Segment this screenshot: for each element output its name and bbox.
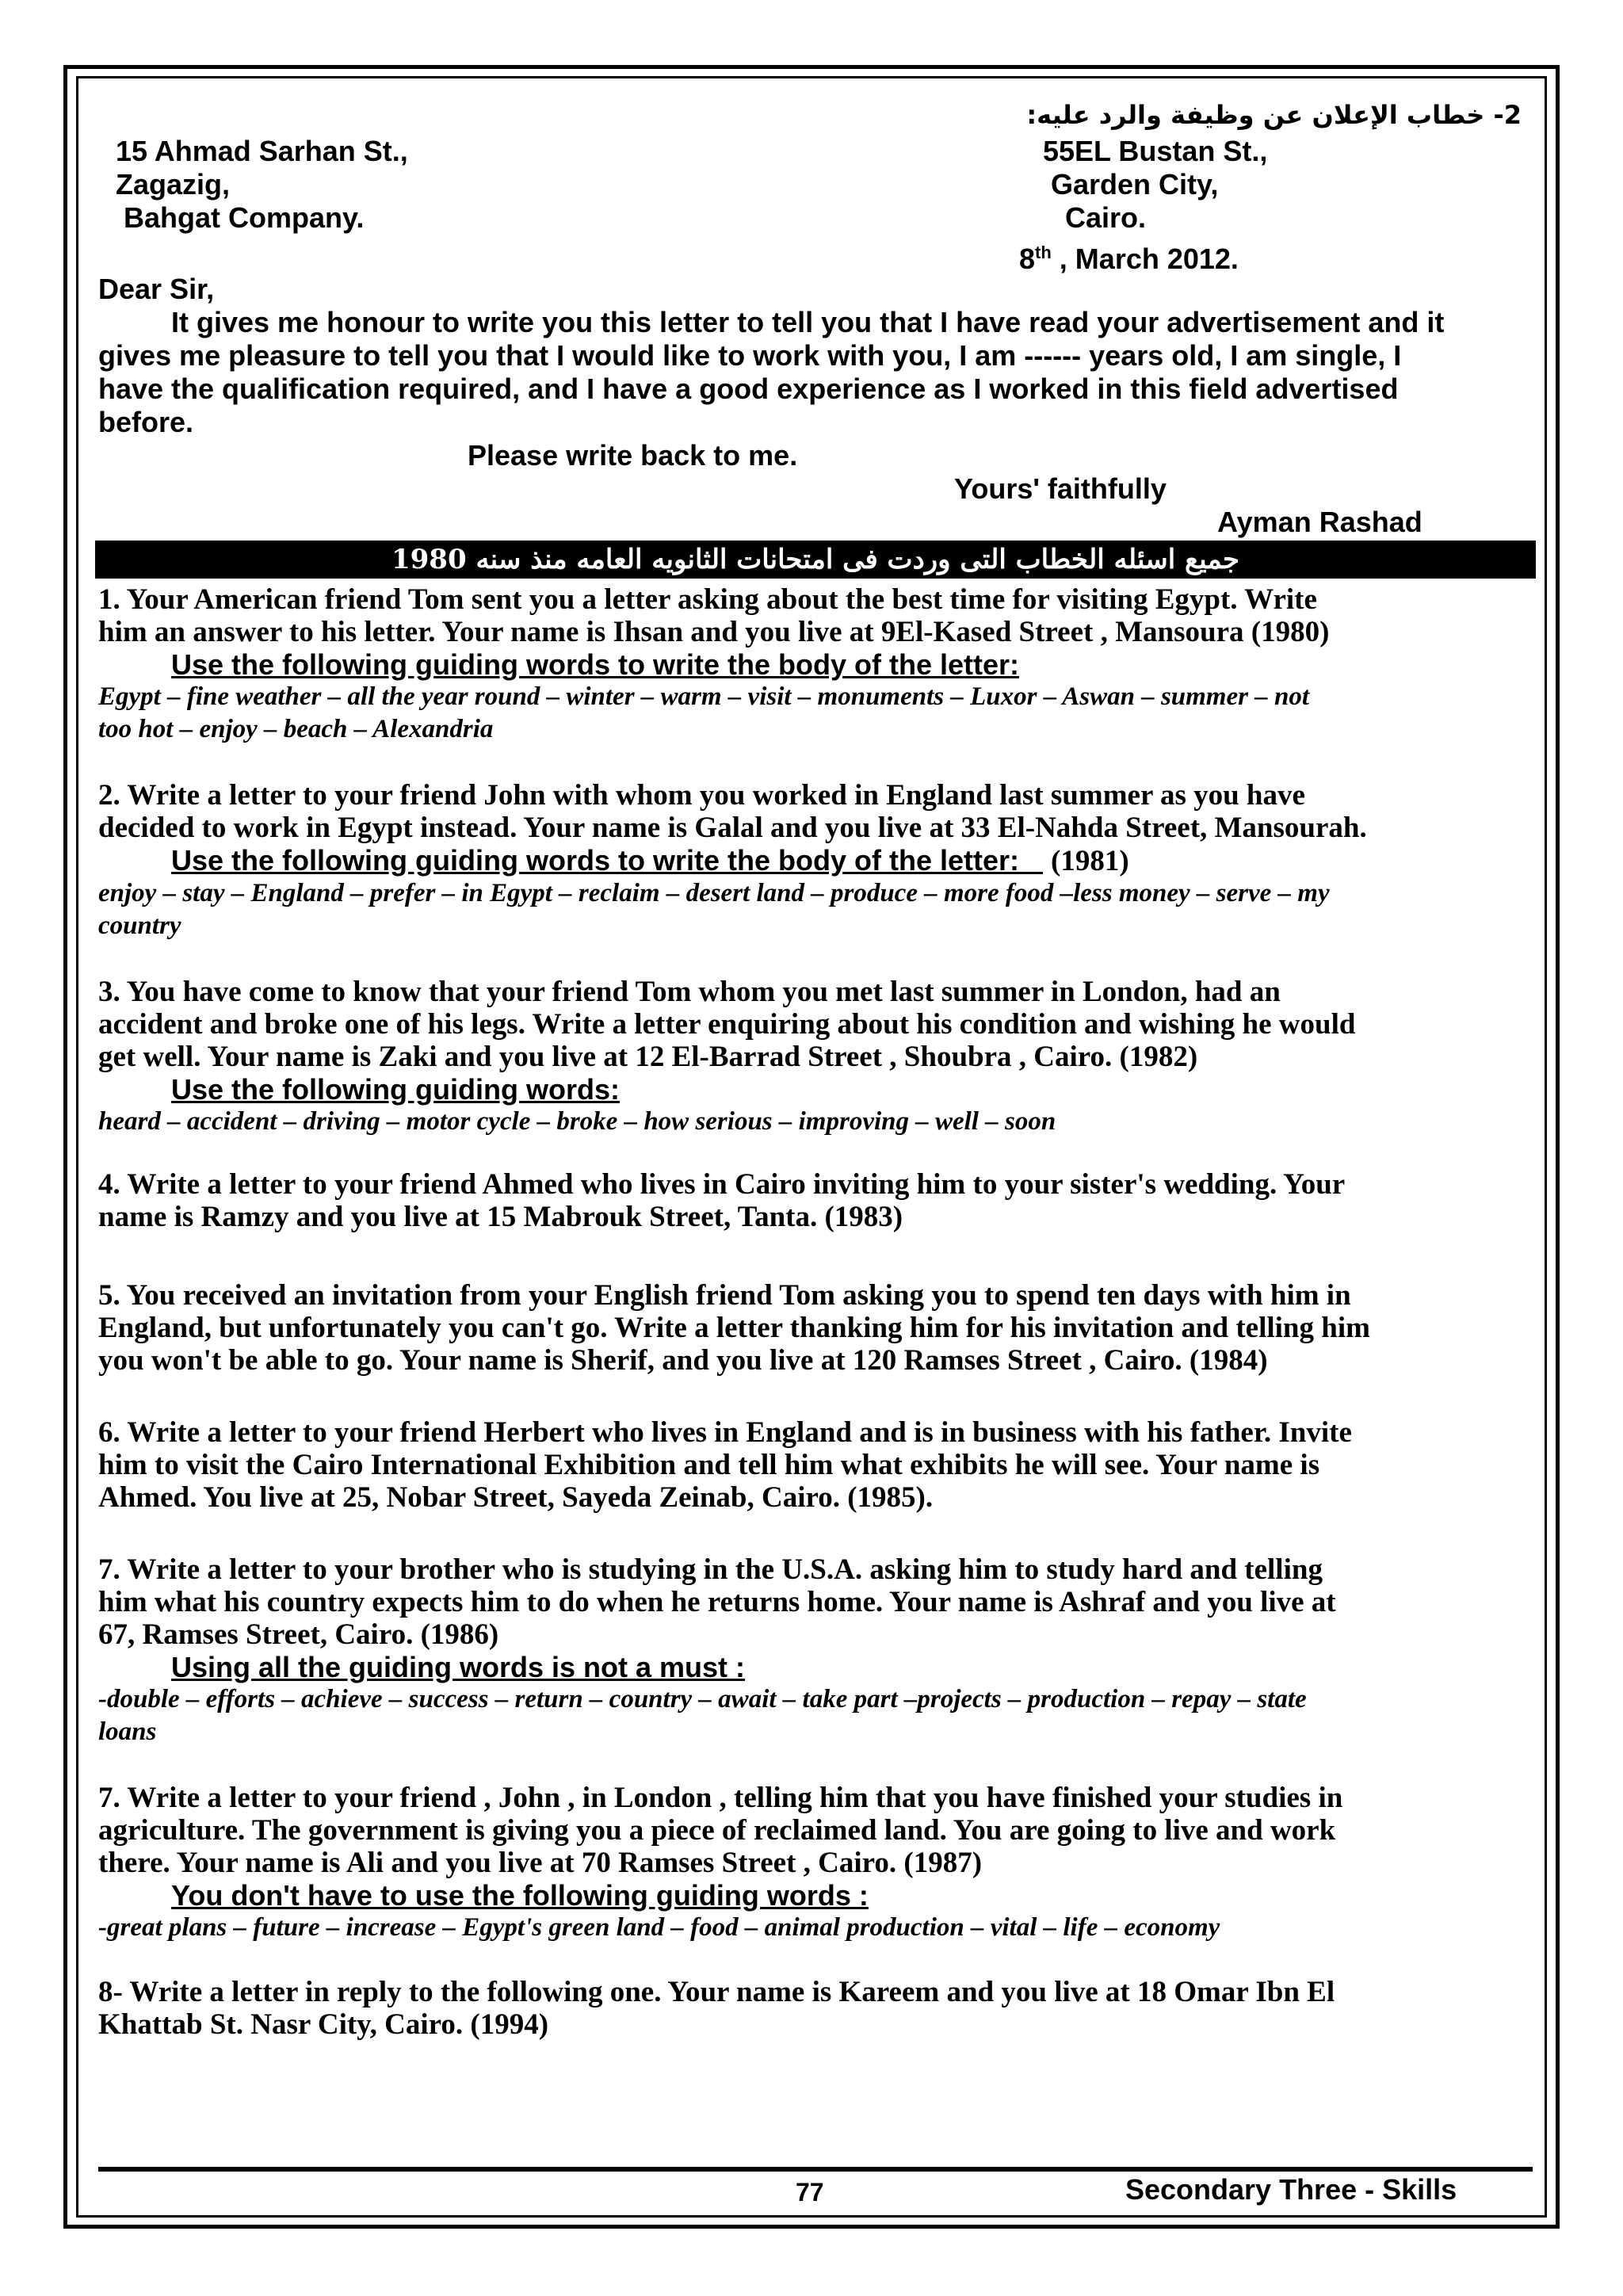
document-page (98, 92, 1533, 2206)
question-list (98, 583, 1370, 2041)
question-text: him what his country expects him to do when he returns home. Your name is Ashraf and you live at (98, 1586, 1336, 1618)
question-text: there. Your name is Ali and you live at 70 Ramses Street , Cairo. (1987) (98, 1847, 983, 1879)
guiding-words: loans (98, 1717, 157, 1746)
question-text: name is Ramzy and you live at 15 Mabrouk Street, Tanta. (1983) (98, 1201, 903, 1233)
letter-date (1019, 236, 1239, 276)
question-text: 2. Write a letter to your friend John with whom you worked in England last summer as you have (98, 779, 1305, 812)
guiding-words-label: Use the following guiding words to write the body of the letter: (171, 648, 1019, 681)
question-text: 3. You have come to know that your friend Tom whom you met last summer in London, had an (98, 976, 1281, 1008)
letter-body-line: gives me pleasure to tell you that I would like to work with you, I am ------ years old, I am single, I (98, 339, 1402, 372)
question-text: 67, Ramses Street, Cairo. (1986) (98, 1618, 499, 1651)
closing-request: Please write back to me. (468, 439, 798, 472)
letter-body-line: before. (98, 406, 194, 438)
question-item (98, 1416, 1370, 1514)
question-text: get well. Your name is Zaki and you live at 12 El-Barrad Street , Shoubra , Cairo. (1982) (98, 1041, 1198, 1073)
letter-body-line: It gives me honour to write you this letter to tell you that I have read your advertisement and it (171, 306, 1445, 338)
question-text: 7. Write a letter to your brother who is studying in the U.S.A. asking him to study hard and telling (98, 1553, 1323, 1586)
sender-line: Cairo. (1065, 201, 1147, 234)
letter-greeting: Dear Sir, (98, 273, 215, 305)
question-text: 8- Write a letter in reply to the following one. Your name is Kareem and you live at 18 Omar Ibn El (98, 1976, 1335, 2008)
guiding-words: country (98, 911, 181, 940)
date-day: 8 (1019, 243, 1036, 275)
question-text: England, but unfortunately you can't go. Write a letter thanking him for his invitation and telling him (98, 1312, 1370, 1344)
question-text: 6. Write a letter to your friend Herbert who lives in England and is in business with his father. Invite (98, 1416, 1352, 1449)
guiding-words: enjoy – stay – England – prefer – in Egypt – reclaim – desert land – produce – more food –less money – serve – my (98, 879, 1330, 907)
letter-body (98, 306, 1444, 439)
guiding-words-label: You don't have to use the following guiding words : (171, 1879, 869, 1912)
recipient-line: Bahgat Company. (124, 201, 365, 234)
recipient-line: 15 Ahmad Sarhan St., (116, 135, 408, 167)
question-item (98, 1279, 1370, 1377)
sender-address (1043, 135, 1267, 235)
sign-off: Yours' faithfully (954, 472, 1167, 505)
signature: Ayman Rashad (1217, 506, 1423, 538)
footer-rule (98, 2167, 1533, 2172)
section-banner: جميع اسئله الخطاب التى وردت فى امتحانات الثانويه العامه منذ سنه 1980 (95, 541, 1536, 579)
question-item (98, 583, 1370, 746)
date-rest: , March 2012. (1051, 243, 1239, 275)
question-text: Ahmed. You live at 25, Nobar Street, Sayeda Zeinab, Cairo. (1985). (98, 1481, 934, 1514)
letter-body-line: have the qualification required, and I have a good experience as I worked in this field advertised (98, 372, 1399, 405)
guiding-words-label: Use the following guiding words: (171, 1073, 620, 1106)
guiding-words: -double – efforts – achieve – success – return – country – await – take part –projects – production – repay – state (98, 1685, 1307, 1713)
page-number: 77 (796, 2178, 824, 2206)
question-text: you won't be able to go. Your name is Sherif, and you live at 120 Ramses Street , Cairo. (1984) (98, 1344, 1268, 1377)
guiding-words: -great plans – future – increase – Egypt's green land – food – animal production – vital – life – economy (98, 1913, 1220, 1942)
question-text: 7. Write a letter to your friend , John , in London , telling him that you have finished your studies in (98, 1782, 1343, 1814)
question-text: Khattab St. Nasr City, Cairo. (1994) (98, 2008, 549, 2041)
question-item (98, 1168, 1370, 1233)
question-text: him an answer to his letter. Your name is Ihsan and you live at 9El-Kased Street , Mansoura (1980) (98, 616, 1330, 648)
question-item (98, 779, 1370, 942)
question-text: decided to work in Egypt instead. Your name is Galal and you live at 33 El-Nahda Street, Mansourah. (98, 812, 1367, 844)
guiding-words-label: Use the following guiding words to write the body of the letter: (1981) (171, 844, 1129, 877)
question-item (98, 976, 1370, 1138)
question-text: 1. Your American friend Tom sent you a letter asking about the best time for visiting Egypt. Write (98, 583, 1317, 616)
recipient-address (116, 135, 408, 235)
recipient-line: Zagazig, (116, 168, 231, 201)
question-text: agriculture. The government is giving you a piece of reclaimed land. You are going to live and work (98, 1814, 1336, 1847)
guiding-words-label: Using all the guiding words is not a must : (171, 1651, 746, 1683)
sender-line: Garden City, (1051, 168, 1219, 201)
question-text: accident and broke one of his legs. Write a letter enquiring about his condition and wishing he would (98, 1008, 1356, 1041)
question-item (98, 1782, 1370, 1944)
guiding-words: too hot – enjoy – beach – Alexandria (98, 715, 494, 743)
sender-line: 55EL Bustan St., (1043, 135, 1268, 167)
question-text: him to visit the Cairo International Exhibition and tell him what exhibits he will see. Your name is (98, 1449, 1320, 1481)
guiding-words: Egypt – fine weather – all the year round – winter – warm – visit – monuments – Luxor – Aswan – summer – not (98, 682, 1309, 711)
question-item (98, 1976, 1370, 2041)
guiding-words: heard – accident – driving – motor cycle – broke – how serious – improving – well – soon (98, 1107, 1056, 1136)
section-heading: 2- خطاب الإعلان عن وظيفة والرد عليه: (1026, 100, 1522, 130)
question-item (98, 1553, 1370, 1748)
date-suffix: th (1035, 243, 1052, 262)
question-text: 4. Write a letter to your friend Ahmed who lives in Cairo inviting him to your sister's wedding. Your (98, 1168, 1346, 1201)
question-text: 5. You received an invitation from your English friend Tom asking you to spend ten days with him in (98, 1279, 1351, 1312)
footer-title: Secondary Three - Skills (1125, 2173, 1457, 2206)
